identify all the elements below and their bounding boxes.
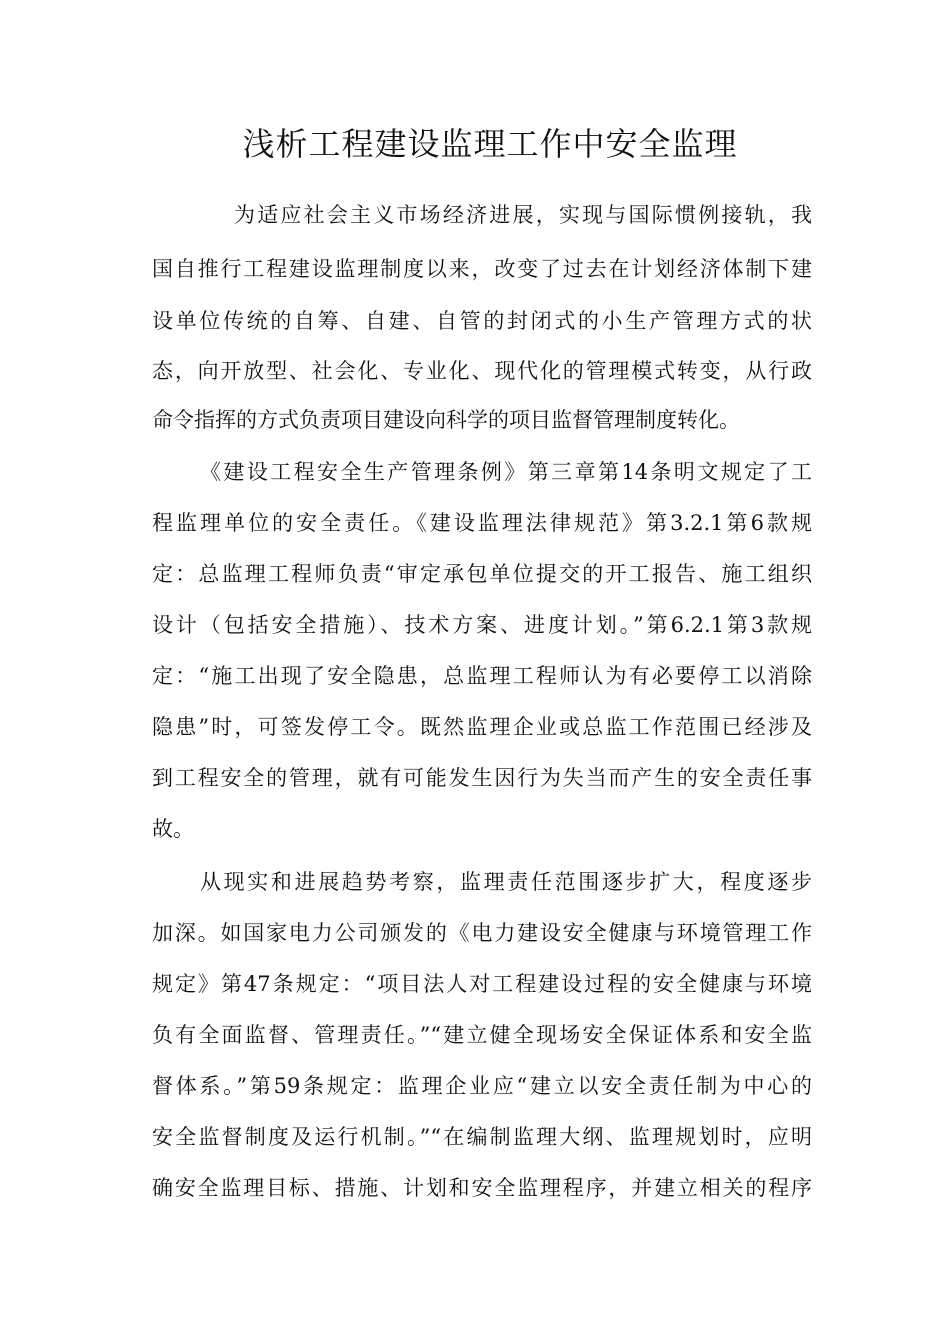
paragraph-2-line-2: 程监理单位的安全责任。《建设监理法律规范》第3.2.1第6款规 (152, 511, 812, 535)
paragraph-1-line-3: 设单位传统的自筹、自建、自管的封闭式的小生产管理方式的状 (152, 309, 812, 333)
document-title: 浅析工程建设监理工作中安全监理 (242, 125, 738, 163)
paragraph-3-line-6: 安全监督制度及运行机制。”“在编制监理大纲、监理规划时，应明 (152, 1125, 812, 1149)
paragraph-3-line-4: 负有全面监督、管理责任。”“建立健全现场安全保证体系和安全监 (152, 1023, 812, 1047)
paragraph-2-line-5: 定：“施工出现了安全隐患，总监理工程师认为有必要停工以消除 (152, 664, 812, 688)
paragraph-3-line-3: 规定》第47条规定：“项目法人对工程建设过程的安全健康与环境 (152, 972, 812, 996)
paragraph-1-line-5: 命令指挥的方式负责项目建设向科学的项目监督管理制度转化。 (152, 408, 740, 432)
paragraph-3-line-7: 确安全监理目标、措施、计划和安全监理程序，并建立相关的程序 (152, 1176, 812, 1200)
paragraph-2-line-4: 设计（包括安全措施）、技术方案、进度计划。”第6.2.1第3款规 (152, 613, 812, 637)
paragraph-2-line-6: 隐患”时，可签发停工令。既然监理企业或总监工作范围已经涉及 (152, 715, 812, 739)
paragraph-3-line-5: 督体系。”第59条规定：监理企业应“建立以安全责任制为中心的 (152, 1074, 812, 1098)
paragraph-2-line-7: 到工程安全的管理，就有可能发生因行为失当而产生的安全责任事 (152, 766, 812, 790)
paragraph-2-line-3: 定：总监理工程师负责“审定承包单位提交的开工报告、施工组织 (152, 562, 812, 586)
paragraph-1-line-1: 为适应社会主义市场经济进展，实现与国际惯例接轨，我 (234, 203, 812, 227)
paragraph-1-line-4: 态，向开放型、社会化、专业化、现代化的管理模式转变，从行政 (152, 359, 812, 383)
paragraph-2-line-8: 故。 (152, 817, 194, 841)
paragraph-2-line-1: 《建设工程安全生产管理条例》第三章第14条明文规定了工 (200, 460, 812, 484)
paragraph-1-line-2: 国自推行工程建设监理制度以来，改变了过去在计划经济体制下建 (152, 257, 812, 281)
paragraph-3-line-2: 加深。如国家电力公司颁发的《电力建设安全健康与环境管理工作 (152, 921, 812, 945)
paragraph-3-line-1: 从现实和进展趋势考察，监理责任范围逐步扩大，程度逐步 (200, 870, 812, 894)
